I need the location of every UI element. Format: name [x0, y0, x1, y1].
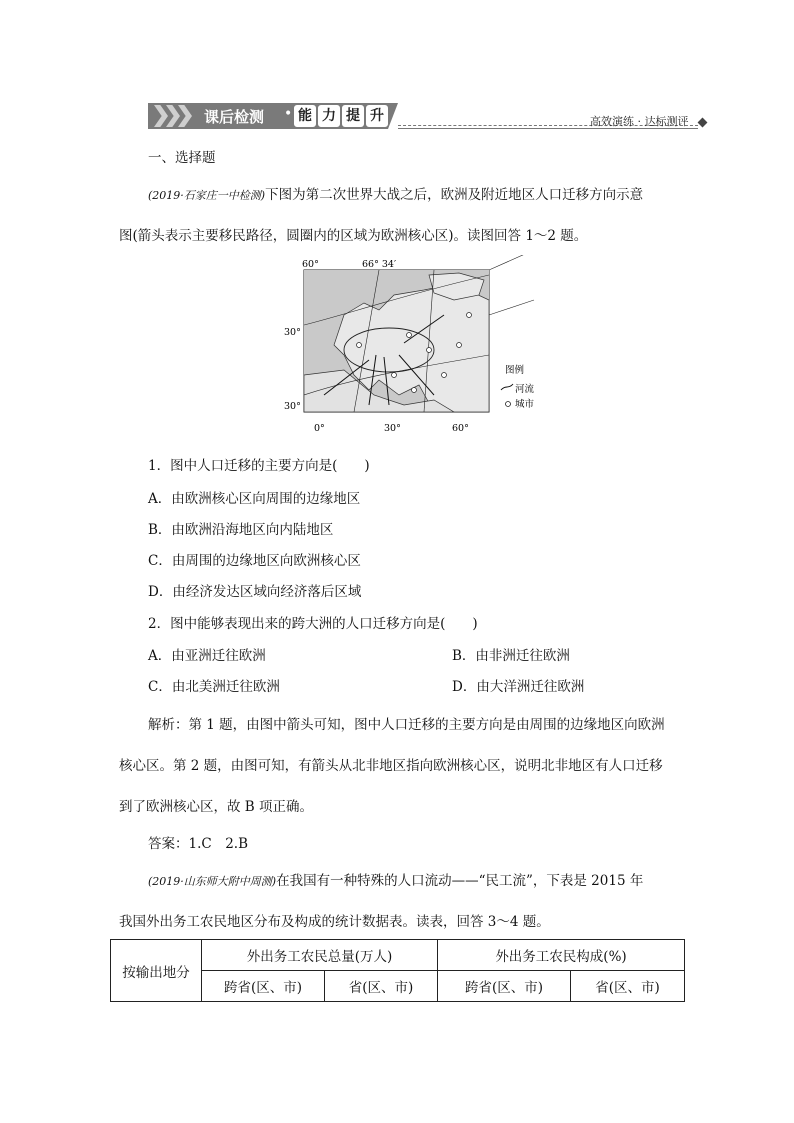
emphasis-char: 提 [342, 105, 364, 127]
answer-text: 答案：1.C 2.B [148, 836, 249, 852]
option-d: D．由经济发达区域向经济落后区域 [148, 584, 362, 600]
lat-label: 60° [302, 259, 319, 270]
lat-label: 66° 34′ [362, 259, 397, 270]
group-header-cell: 外出务工农民构成(%) [438, 940, 685, 971]
header-tag: 高效演练 · 达标测评 [590, 115, 689, 128]
sub-header-cell: 跨省(区、市) [202, 971, 325, 1002]
city-marker [407, 333, 412, 338]
lon-label: 0° [314, 423, 325, 434]
question-intro [148, 869, 643, 889]
lon-label: 30° [384, 423, 401, 434]
city-marker [442, 373, 447, 378]
option-a: A．由亚洲迁往欧洲 [148, 648, 266, 664]
banner-title: 课后检测 [204, 108, 265, 126]
city-legend-icon [506, 402, 511, 407]
legend-city-label: 城市 [515, 399, 535, 410]
section-banner [148, 103, 398, 129]
sub-header-cell: 省(区、市) [571, 971, 685, 1002]
legend-river-label: 河流 [515, 384, 535, 395]
legend-title: 图例 [505, 365, 525, 376]
city-marker [467, 313, 472, 318]
city-marker [392, 373, 397, 378]
river-legend-icon [501, 384, 513, 390]
analysis-text: 到了欧洲核心区，故 B 项正确。 [119, 799, 314, 815]
option-b: B．由非洲迁往欧洲 [452, 648, 570, 664]
banner-dot: • [284, 106, 293, 122]
emphasis-char: 升 [366, 105, 388, 127]
analysis-text: 核心区。第 2 题，由图可知，有箭头从北非地区指向欧洲核心区，说明北非地区有人口迁移 [119, 758, 663, 774]
city-marker [457, 343, 462, 348]
banner-emphasis [294, 105, 390, 127]
option-b: B．由欧洲沿海地区向内陆地区 [148, 522, 334, 538]
section-heading: 一、选择题 [148, 150, 216, 166]
graticule-line [489, 255, 534, 270]
graticule-line [489, 300, 534, 315]
option-c: C．由北美洲迁往欧洲 [148, 679, 280, 695]
city-marker [357, 343, 362, 348]
intro-text: 图(箭头表示主要移民路径，圆圈内的区域为欧洲核心区)。读图回答 1～2 题。 [119, 228, 588, 244]
lat-label: 30° [284, 327, 301, 338]
source-note: (2019·山东师大附中周测) [148, 875, 277, 888]
city-marker [427, 348, 432, 353]
question-intro [148, 183, 643, 203]
intro-text: 下图为第二次世界大战之后，欧洲及附近地区人口迁移方向示意 [265, 187, 644, 203]
intro-text: 在我国有一种特殊的人口流动——“民工流”，下表是 2015 年 [276, 873, 644, 889]
lon-label: 60° [452, 423, 469, 434]
question-stem: 1．图中人口迁移的主要方向是( ) [148, 458, 370, 474]
diamond-icon [698, 118, 708, 128]
option-c: C．由周围的边缘地区向欧洲核心区 [148, 553, 361, 569]
emphasis-char: 力 [318, 105, 340, 127]
option-d: D．由大洋洲迁往欧洲 [452, 679, 585, 695]
analysis-text: 解析：第 1 题，由图中箭头可知，图中人口迁移的主要方向是由周围的边缘地区向欧洲 [148, 717, 665, 733]
intro-text: 我国外出务工农民地区分布及构成的统计数据表。读表，回答 3～4 题。 [119, 914, 550, 930]
question-stem: 2．图中能够表现出来的跨大洲的人口迁移方向是( ) [148, 616, 478, 632]
row-header-cell: 按输出地分 [111, 940, 202, 1002]
option-a: A．由欧洲核心区向周围的边缘地区 [148, 491, 361, 507]
lat-label: 30° [284, 401, 301, 412]
sub-header-cell: 省(区、市) [325, 971, 438, 1002]
sub-header-cell: 跨省(区、市) [438, 971, 571, 1002]
source-note: (2019·石家庄一中检测) [148, 189, 266, 202]
emphasis-char: 能 [294, 105, 316, 127]
migration-map [284, 255, 554, 437]
statistics-table [110, 939, 685, 1002]
city-marker [412, 388, 417, 393]
group-header-cell: 外出务工农民总量(万人) [202, 940, 438, 971]
